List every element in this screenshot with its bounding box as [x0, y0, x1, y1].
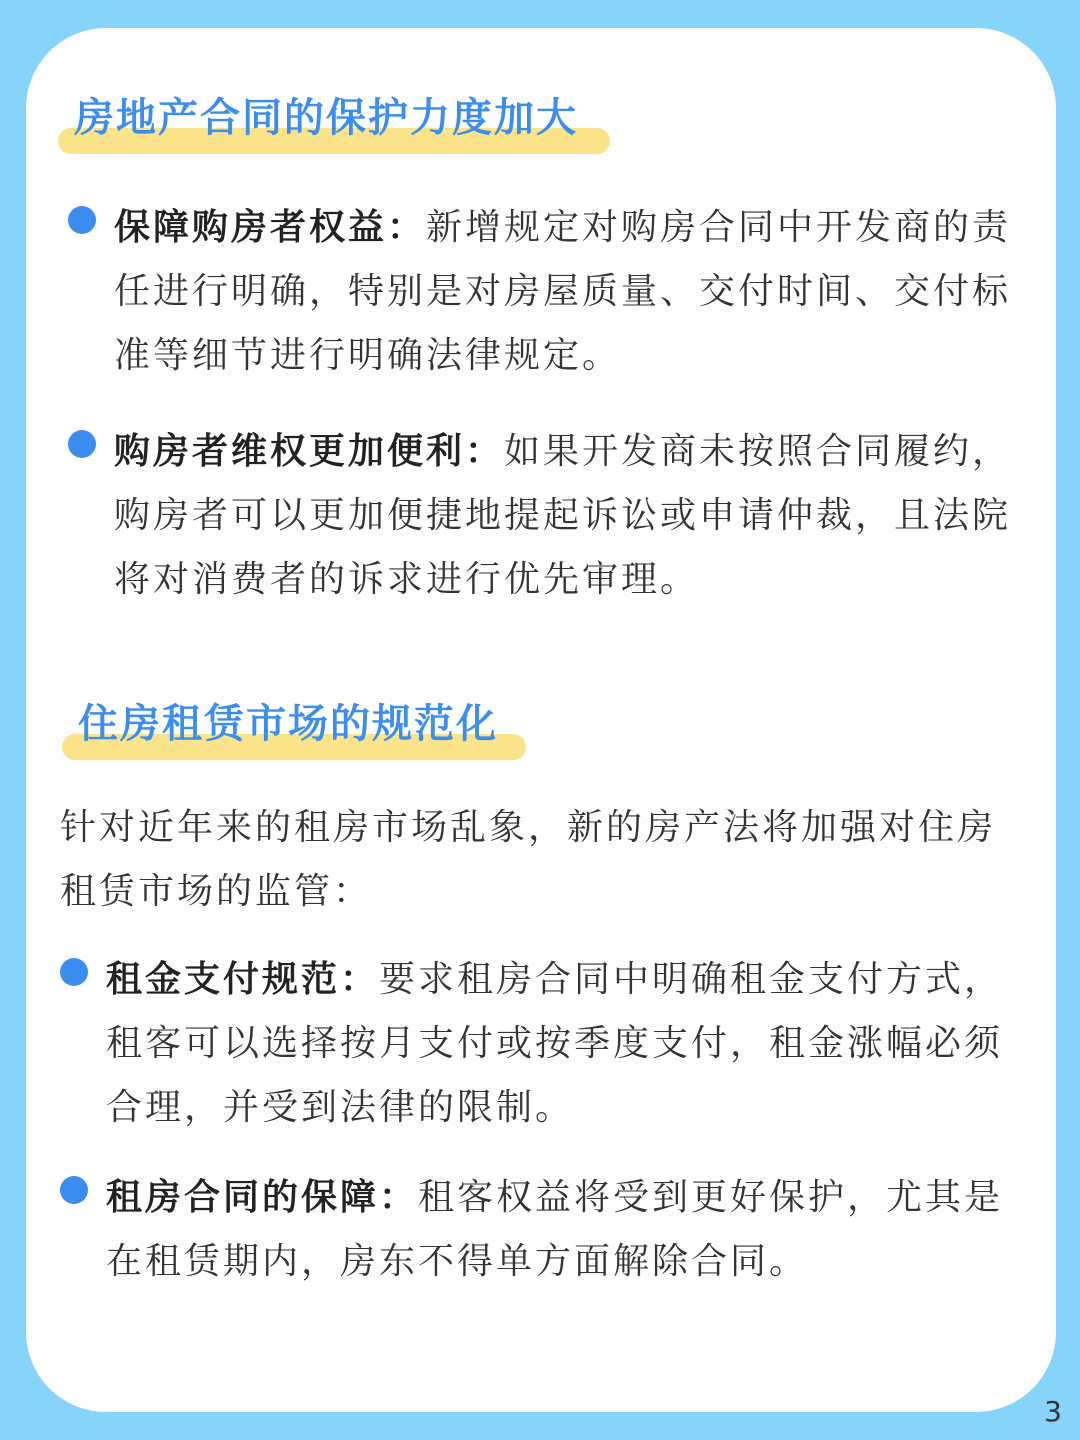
section-title-text: 住房租赁市场的规范化 — [78, 701, 498, 747]
bullet-dot-icon — [68, 206, 96, 234]
bullet-text — [106, 948, 1010, 1140]
bullet-label: 租房合同的保障： — [106, 1177, 419, 1218]
list-item — [68, 420, 1018, 620]
bullet-dot-icon — [60, 958, 88, 986]
bullet-body: 如果开发商未按照合同履约，购房者可以更加便捷地提起诉讼或申请仲裁，且法院将对消费者的诉求进行优先审理。 — [114, 431, 1012, 600]
page-number: 3 — [1044, 1395, 1062, 1428]
bullet-label: 购房者维权更加便利： — [114, 431, 505, 472]
bullet-label: 租金支付规范： — [106, 959, 380, 1000]
bullet-text — [106, 1166, 1010, 1294]
bullet-dot-icon — [68, 430, 96, 458]
section-intro: 针对近年来的租房市场乱象，新的房产法将加强对住房租赁市场的监管： — [60, 807, 997, 912]
list-item — [60, 1166, 1010, 1306]
list-item — [68, 196, 1018, 396]
bullet-body: 租客权益将受到更好保护，尤其是在租赁期内，房东不得单方面解除合同。 — [106, 1177, 1004, 1282]
bullet-dot-icon — [60, 1176, 88, 1204]
bullet-text — [114, 420, 1018, 612]
list-item — [60, 948, 1010, 1148]
section-title-text: 房地产合同的保护力度加大 — [74, 95, 578, 141]
bullet-label: 保障购房者权益： — [114, 207, 427, 248]
bullet-body: 要求租房合同中明确租金支付方式，租客可以选择按月支付或按季度支付，租金涨幅必须合理，并受到法律的限制。 — [106, 959, 1004, 1128]
content-card — [26, 28, 1056, 1412]
section-title-rental-market — [62, 700, 498, 760]
bullet-body: 新增规定对购房合同中开发商的责任进行明确，特别是对房屋质量、交付时间、交付标准等细节进行明确法律规定。 — [114, 207, 1012, 376]
section-title-contract-protection — [58, 94, 578, 154]
bullet-text — [114, 196, 1018, 388]
